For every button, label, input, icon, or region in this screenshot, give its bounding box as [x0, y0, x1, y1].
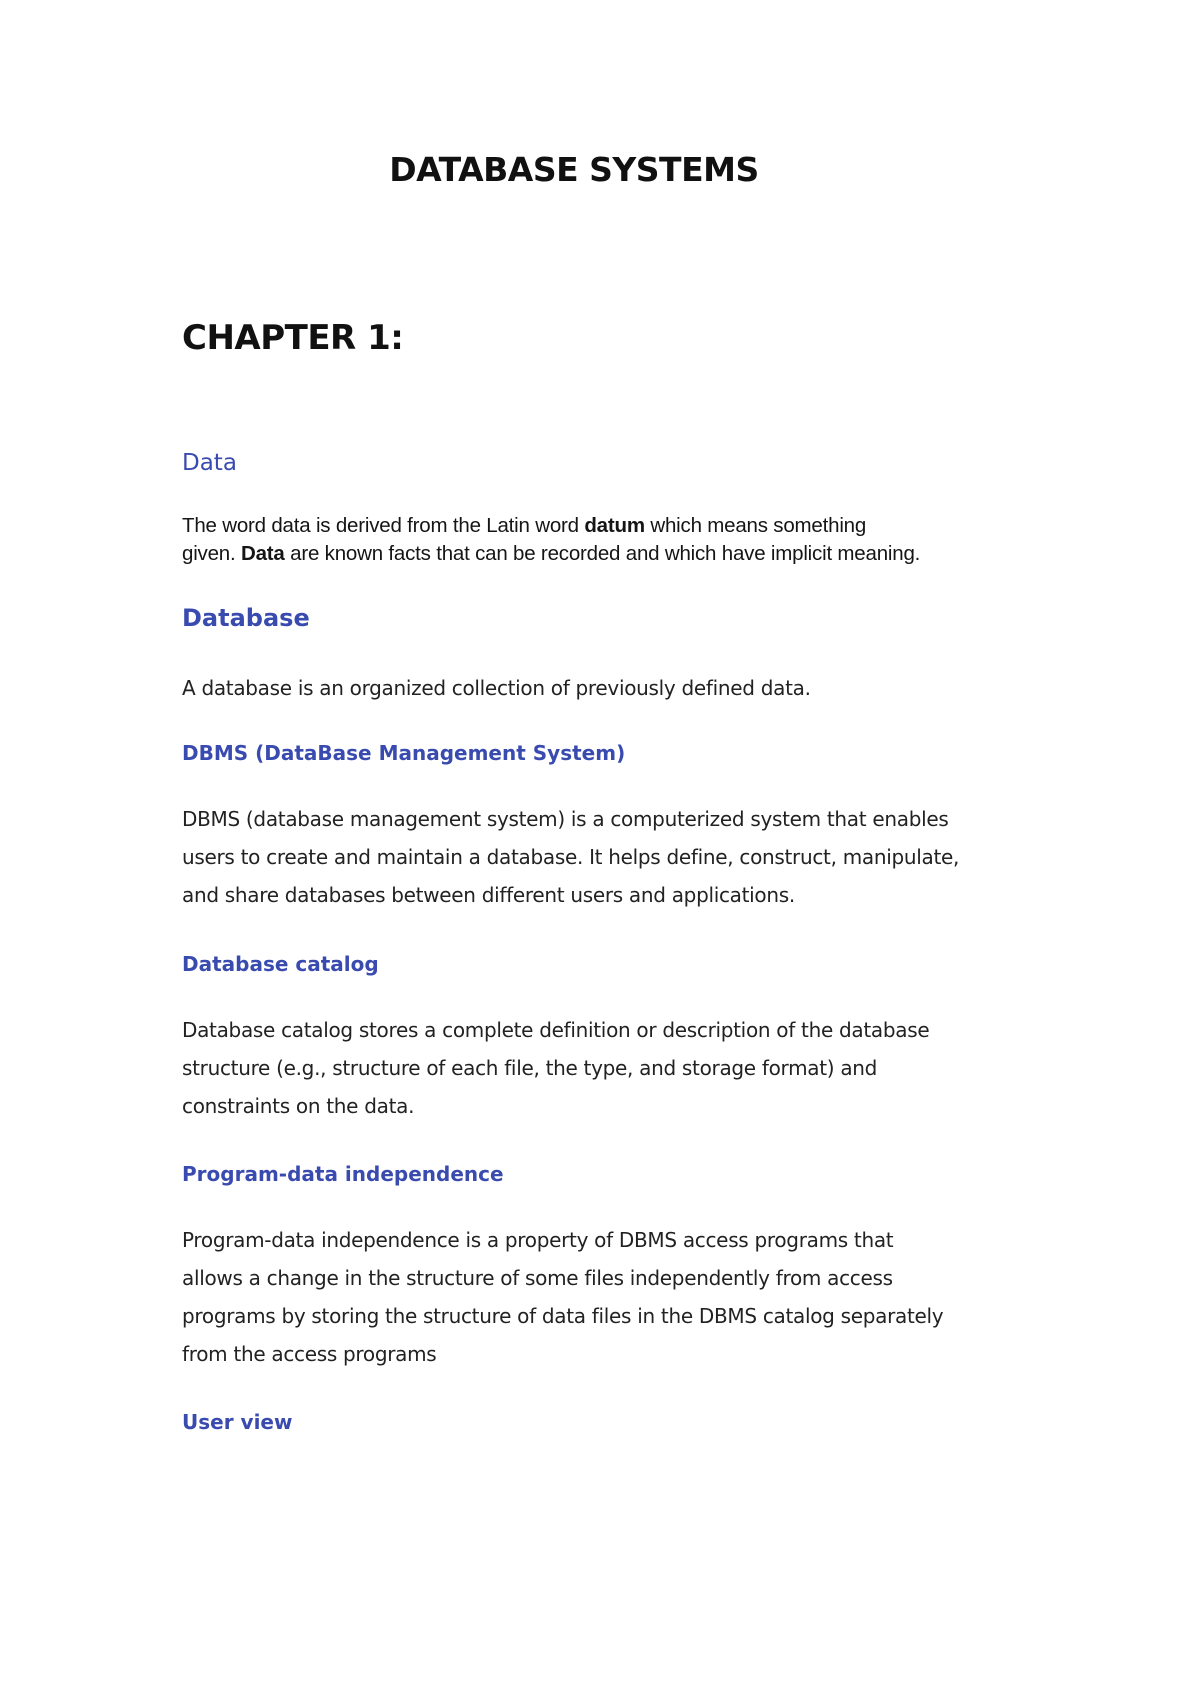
independence-line-4: from the access programs: [182, 1342, 437, 1366]
independence-line-2: allows a change in the structure of some files independently from access: [182, 1266, 893, 1290]
text-run: The word data is derived from the Latin word: [182, 514, 585, 537]
data-definition-line-2: [182, 540, 920, 568]
text-run: given.: [182, 542, 241, 565]
section-heading-user-view: User view: [182, 1410, 293, 1434]
chapter-heading: CHAPTER 1:: [182, 318, 404, 358]
section-heading-database-catalog: Database catalog: [182, 952, 379, 976]
dbms-line-2: users to create and maintain a database. It helps define, construct, manipulate,: [182, 845, 960, 869]
independence-line-1: Program-data independence is a property of DBMS access programs that: [182, 1228, 894, 1252]
dbms-line-3: and share databases between different users and applications.: [182, 883, 795, 907]
dbms-line-1: DBMS (database management system) is a computerized system that enables: [182, 807, 949, 831]
catalog-line-2: structure (e.g., structure of each file, the type, and storage format) and: [182, 1056, 878, 1080]
text-run: are known facts that can be recorded and which have implicit meaning.: [284, 542, 921, 565]
section-heading-database: Database: [182, 604, 310, 632]
text-run: which means something: [644, 514, 867, 537]
document-title: DATABASE SYSTEMS: [389, 150, 759, 189]
section-heading-program-data-independence: Program-data independence: [182, 1162, 504, 1186]
catalog-line-3: constraints on the data.: [182, 1094, 415, 1118]
section-heading-data: Data: [182, 450, 237, 476]
database-definition: A database is an organized collection of previously defined data.: [182, 676, 811, 700]
section-heading-dbms: DBMS (DataBase Management System): [182, 741, 626, 765]
independence-line-3: programs by storing the structure of data files in the DBMS catalog separately: [182, 1304, 944, 1328]
bold-term-datum: datum: [584, 514, 645, 537]
data-definition-line-1: [182, 512, 866, 540]
catalog-line-1: Database catalog stores a complete definition or description of the database: [182, 1018, 930, 1042]
bold-term-data: Data: [241, 542, 285, 565]
